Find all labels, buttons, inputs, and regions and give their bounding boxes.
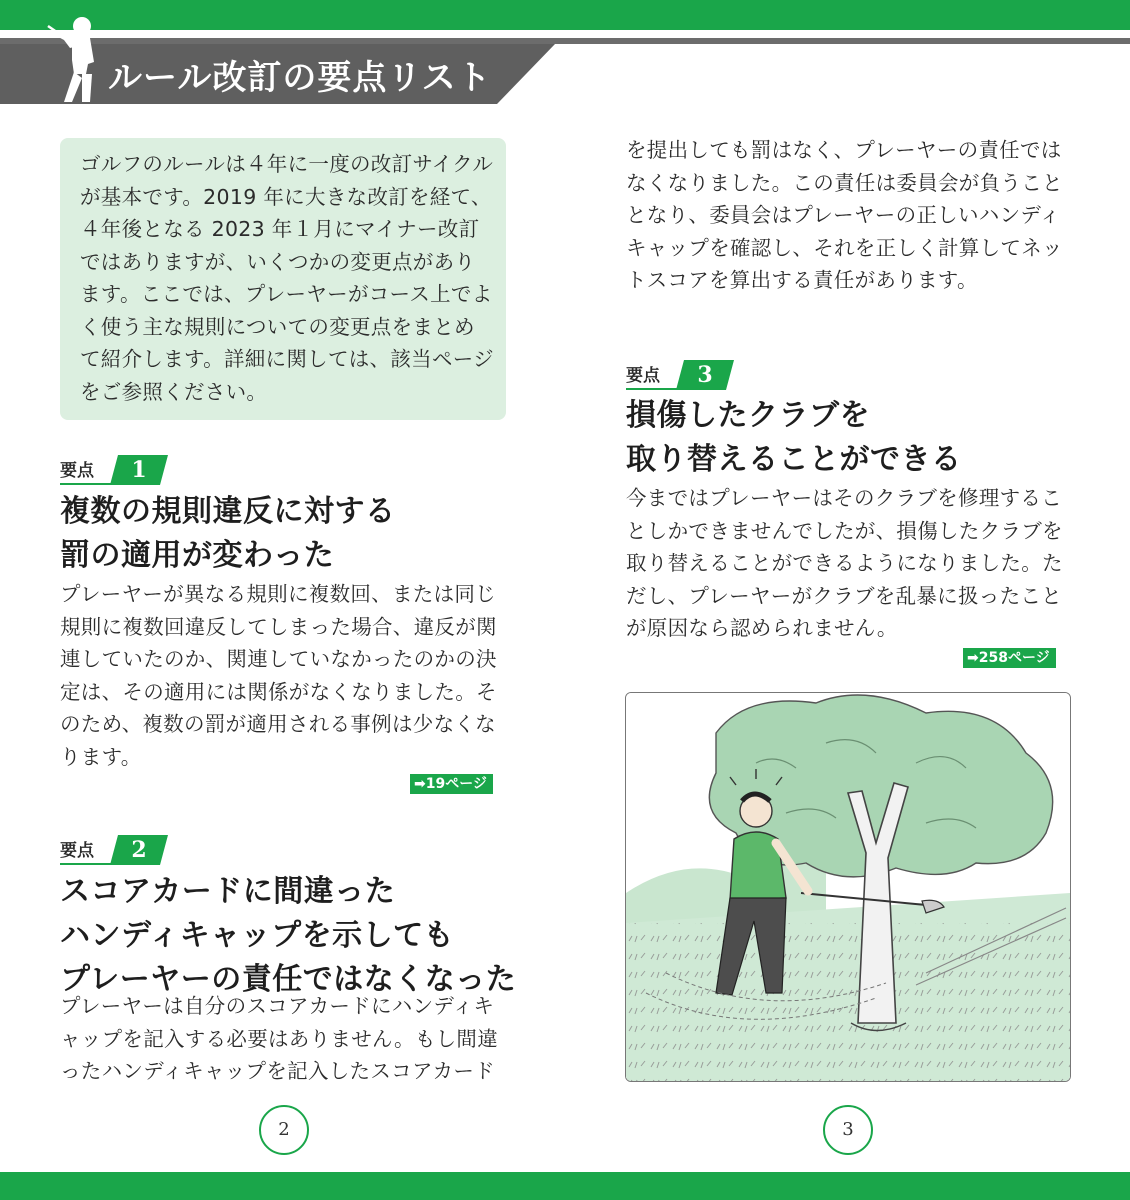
point-1-body: プレーヤーが異なる規則に複数回、または同じ規則に複数回違反してしまった場合、違反が関連していたのか、関連していなかったのかの決定は、その適用には関係がなくなりました。そのため、複数の罰が適用される事例は少なくなります。 bbox=[60, 582, 497, 769]
illustration-svg bbox=[626, 693, 1070, 1081]
point-1-heading: 複数の規則違反に対する 罰の適用が変わった bbox=[60, 494, 396, 573]
point-3-page-ref[interactable]: ➡258ページ bbox=[963, 648, 1056, 668]
page-title: ルール改訂の要点リスト bbox=[108, 58, 492, 98]
point-label: 要点 bbox=[626, 364, 678, 390]
intro-text: ゴルフのルールは４年に一度の改訂サイクルが基本です。2019 年に大きな改訂を経て、４年後となる 2023 年１月にマイナー改訂ではありますが、いくつかの変更点があります。ここでは、プレーヤーがコース上でよく使う主な規則についての変更点をまとめて紹介します。詳細に関しては、該当ページをご参照ください。 bbox=[80, 152, 494, 404]
header-rule bbox=[0, 38, 1130, 44]
point-1-page-ref[interactable]: ➡19ページ bbox=[410, 774, 493, 794]
point-3-body: 今まではプレーヤーはそのクラブを修理することしかできませんでしたが、損傷したクラブを取り替えることができるようになりました。ただし、プレーヤーがクラブを乱暴に扱ったことが原因なら認められません。 bbox=[626, 486, 1063, 640]
point-label: 要点 bbox=[60, 459, 112, 485]
golfer-icon bbox=[42, 12, 112, 104]
page-number-right: 3 bbox=[823, 1105, 873, 1155]
point-number: 1 bbox=[131, 457, 147, 483]
bottom-green-bar bbox=[0, 1172, 1130, 1200]
point-3-heading: 損傷したクラブを 取り替えることができる bbox=[626, 398, 962, 477]
point-2-body: プレーヤーは自分のスコアカードにハンディキャップを記入する必要はありません。もし間違ったハンディキャップを記入したスコアカード bbox=[60, 994, 499, 1083]
point-2-heading: スコアカードに間違った ハンディキャップを示しても プレーヤーの責任ではなくなった bbox=[60, 874, 517, 997]
golfer-hitting-tree-illustration bbox=[625, 692, 1071, 1082]
page-number-left: 2 bbox=[259, 1105, 309, 1155]
point-number: 3 bbox=[697, 362, 713, 388]
top-green-bar bbox=[0, 0, 1130, 30]
point-label: 要点 bbox=[60, 839, 112, 865]
point-number: 2 bbox=[131, 837, 147, 863]
point-2-body-continued: を提出しても罰はなく、プレーヤーの責任ではなくなりました。この責任は委員会が負うこととなり、委員会はプレーヤーの正しいハンディキャップを確認し、それを正しく計算してネットスコアを算出する責任があります。 bbox=[626, 138, 1063, 292]
